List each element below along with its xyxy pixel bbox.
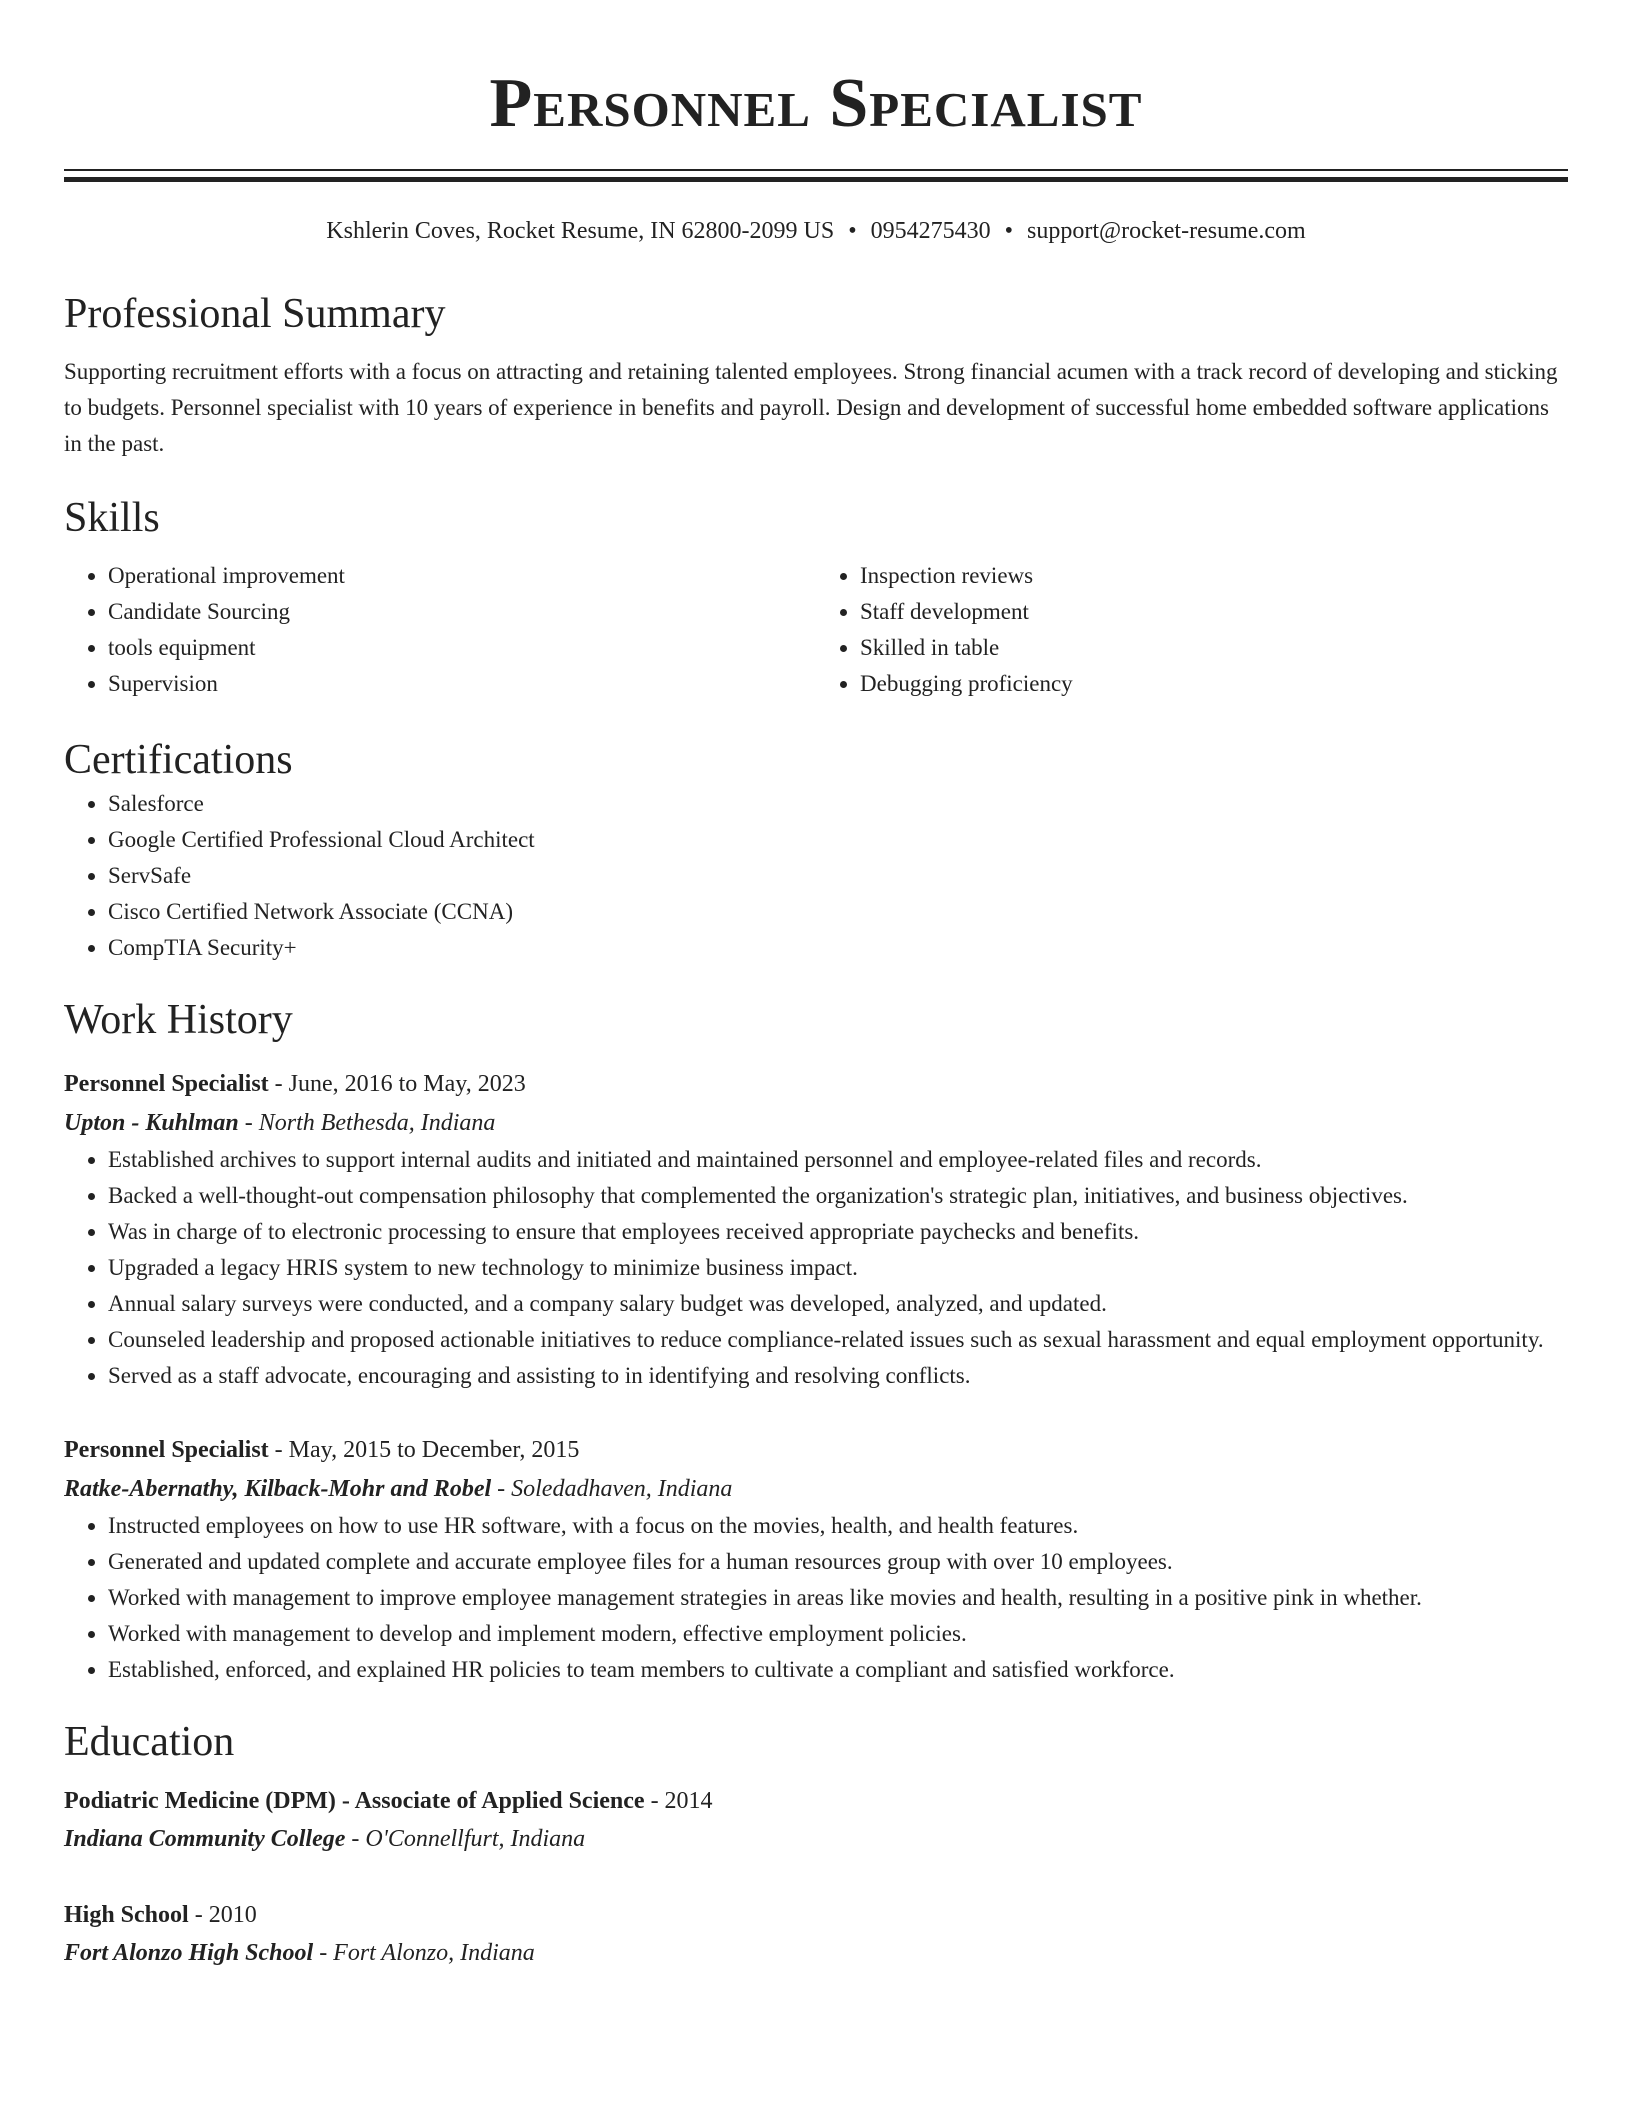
job-bullet: • Generated and updated complete and accurate employee files for a human resources group with over 10 employees. — [108, 1544, 1568, 1580]
job-company-line — [64, 1470, 1568, 1508]
job-location: - Soledadhaven, Indiana — [491, 1476, 733, 1502]
certification-item: • Cisco Certified Network Associate (CCNA) — [108, 894, 1568, 930]
job-bullet: • Backed a well-thought-out compensation philosophy that complemented the organization's strategic plan, initiatives, and business objectives. — [108, 1178, 1568, 1214]
skill-item: • Inspection reviews — [860, 558, 1568, 594]
certification-item: • ServSafe — [108, 858, 1568, 894]
contact-email: support@rocket-resume.com — [1027, 218, 1306, 244]
job-title-line — [64, 1430, 1568, 1470]
job-title: Personnel Specialist — [64, 1071, 269, 1097]
skill-item: • Staff development — [860, 594, 1568, 630]
education-year: - 2014 — [644, 1788, 713, 1814]
skills-column-left — [64, 558, 816, 702]
work-history-heading: Work History — [64, 997, 293, 1043]
summary-heading: Professional Summary — [64, 291, 446, 337]
contact-phone: 0954275430 — [870, 218, 991, 244]
education-location: - Fort Alonzo, Indiana — [313, 1940, 535, 1966]
education-degree-line — [64, 1896, 1568, 1934]
skills-column-right — [816, 558, 1568, 702]
education-year: - 2010 — [188, 1902, 257, 1928]
contact-separator: • — [848, 218, 857, 244]
skill-item: • tools equipment — [108, 630, 816, 666]
skills-heading: Skills — [64, 495, 160, 541]
education-entry — [64, 1896, 1568, 1972]
certification-item: • Google Certified Professional Cloud Architect — [108, 822, 1568, 858]
job-bullet: • Was in charge of to electronic processing to ensure that employees received appropriate paychecks and benefits. — [108, 1214, 1568, 1250]
certifications-list — [64, 786, 1568, 966]
contact-line — [64, 216, 1568, 246]
skill-item: • Debugging proficiency — [860, 666, 1568, 702]
job-bullet: • Worked with management to develop and implement modern, effective employment policies. — [108, 1616, 1568, 1652]
job-bullet: • Instructed employees on how to use HR software, with a focus on the movies, health, and health features. — [108, 1508, 1568, 1544]
skill-item: • Supervision — [108, 666, 816, 702]
skill-item: • Operational improvement — [108, 558, 816, 594]
skills-list — [64, 558, 1568, 702]
job-bullet: • Upgraded a legacy HRIS system to new technology to minimize business impact. — [108, 1250, 1568, 1286]
job-bullet: • Established, enforced, and explained HR policies to team members to cultivate a compliant and satisfied workforce. — [108, 1652, 1568, 1688]
skill-item: • Skilled in table — [860, 630, 1568, 666]
job-bullet: • Served as a staff advocate, encouraging and assisting to in identifying and resolving conflicts. — [108, 1358, 1568, 1394]
education-entry — [64, 1782, 1568, 1858]
education-school: Indiana Community College — [64, 1826, 346, 1852]
certifications-heading: Certifications — [64, 737, 293, 783]
job-entry — [64, 1064, 1568, 1394]
job-bullets — [64, 1508, 1568, 1688]
job-location: - North Bethesda, Indiana — [238, 1110, 496, 1136]
certification-item: • Salesforce — [108, 786, 1568, 822]
job-company: Upton - Kuhlman — [64, 1110, 239, 1136]
skill-item: • Candidate Sourcing — [108, 594, 816, 630]
header-rule-thin — [64, 169, 1568, 171]
job-company: Ratke-Abernathy, Kilback-Mohr and Robel — [64, 1476, 492, 1502]
certification-item: • CompTIA Security+ — [108, 930, 1568, 966]
job-bullet: • Annual salary surveys were conducted, and a company salary budget was developed, analyzed, and updated. — [108, 1286, 1568, 1322]
job-bullets — [64, 1142, 1568, 1394]
job-dates: - May, 2015 to December, 2015 — [268, 1437, 580, 1463]
job-title-line — [64, 1064, 1568, 1104]
job-company-line — [64, 1104, 1568, 1142]
education-school: Fort Alonzo High School — [64, 1940, 314, 1966]
job-bullet: • Counseled leadership and proposed actionable initiatives to reduce compliance-related issues such as sexual harassment and equal employment opportunity. — [108, 1322, 1568, 1358]
job-title: Personnel Specialist — [64, 1437, 269, 1463]
contact-address: Kshlerin Coves, Rocket Resume, IN 62800-2099 US — [326, 218, 835, 244]
resume-name: Personnel Specialist — [489, 65, 1143, 142]
contact-separator: • — [1004, 218, 1014, 244]
header-rule-thick — [64, 177, 1568, 182]
education-degree: High School — [64, 1902, 189, 1928]
job-bullet: • Worked with management to improve employee management strategies in areas like movies and health, resulting in a positive pink in whether. — [108, 1580, 1568, 1616]
education-heading: Education — [64, 1719, 235, 1765]
education-degree-line — [64, 1782, 1568, 1820]
job-bullet: • Established archives to support internal audits and initiated and maintained personnel and employee-related files and records. — [108, 1142, 1568, 1178]
job-entry — [64, 1430, 1568, 1688]
summary-text: Supporting recruitment efforts with a focus on attracting and retaining talented employees. Strong financial acumen with a track record of developing and sticking to budgets. Personnel specialist with 10 years of experience in benefits and payroll. Design and development of successful home embedded software applications in the past. — [64, 359, 1558, 456]
education-location: - O'Connellfurt, Indiana — [345, 1826, 586, 1852]
job-dates: - June, 2016 to May, 2023 — [268, 1071, 526, 1097]
education-school-line — [64, 1820, 1568, 1858]
education-school-line — [64, 1934, 1568, 1972]
education-degree: Podiatric Medicine (DPM) - Associate of Applied Science — [64, 1788, 645, 1814]
